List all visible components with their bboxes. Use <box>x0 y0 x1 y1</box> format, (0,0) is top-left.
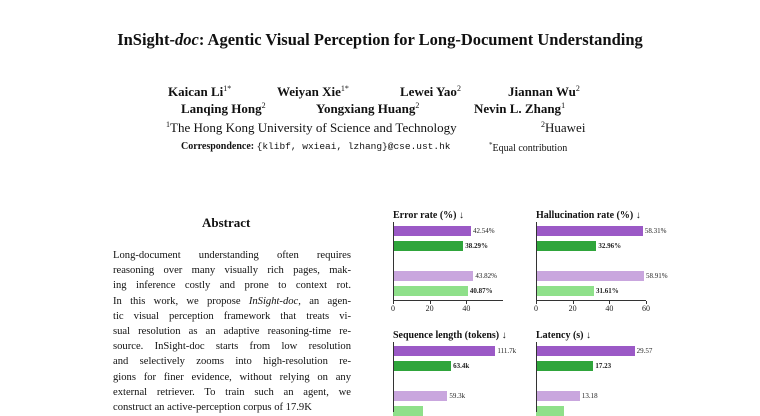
title-prefix: InSight- <box>117 30 175 49</box>
chart-bar <box>393 391 447 401</box>
y-axis-line <box>393 222 394 301</box>
abstract-line: source. InSight-doc starts from low resolution <box>113 341 351 353</box>
chart-bar <box>393 286 468 296</box>
author-name: Weiyan Xie <box>277 84 341 99</box>
chart-title: Latency (s) ↓ <box>536 330 591 341</box>
chart-bar <box>536 406 564 416</box>
author <box>508 84 580 100</box>
author-name: Lanqing Hong <box>181 101 262 116</box>
bar-value-label: 42.54% <box>472 227 495 235</box>
chart-bar <box>393 361 451 371</box>
bar-value-label: 58.91% <box>646 272 668 280</box>
x-tick-label: 40 <box>462 304 471 313</box>
affiliation-2 <box>541 120 585 136</box>
bar-value-label: 31.61% <box>595 287 619 295</box>
bar-value-label: 58.31% <box>644 227 667 235</box>
abstract-line: ing inference costly and prone to context rot. <box>113 280 351 292</box>
y-axis-line <box>536 342 537 412</box>
chart-bar <box>536 361 593 371</box>
author <box>277 84 349 100</box>
correspondence <box>181 141 450 152</box>
x-axis-line <box>536 300 646 301</box>
chart-bar <box>393 271 473 281</box>
chart-bar <box>536 391 580 401</box>
affiliation-sup: 2 <box>541 120 545 129</box>
author-name: Yongxiang Huang <box>316 101 416 116</box>
abstract-heading: Abstract <box>202 215 251 230</box>
abstract-line: gions for finer evidence, without relying on any <box>113 371 351 383</box>
chart-bar <box>536 271 644 281</box>
chart-bar <box>393 406 423 416</box>
x-tick-label: 40 <box>605 304 614 313</box>
abstract-line: In this work, we propose InSight-doc, an agen- <box>113 295 351 307</box>
x-tick-label: 20 <box>425 304 434 313</box>
author <box>474 101 565 117</box>
x-axis-line <box>393 300 503 301</box>
affiliation-sup: 1 <box>166 120 170 129</box>
equal-contribution-note <box>489 141 567 154</box>
author-sup: 1* <box>340 84 349 93</box>
chart-bar <box>393 226 471 236</box>
y-axis-line <box>393 342 394 412</box>
chart-error-rate <box>393 210 528 320</box>
abstract-line: reasoning over many visually rich pages, mak- <box>113 265 351 277</box>
bar-value-label: 59.3k <box>449 392 466 400</box>
author <box>400 84 461 100</box>
abstract-italic: InSight-doc <box>248 295 299 307</box>
title-italic: doc <box>174 30 199 49</box>
author <box>316 101 419 117</box>
author-name: Kaican Li <box>168 84 224 99</box>
author-sup: 1 <box>561 101 566 110</box>
bar-value-label: 13.18 <box>581 392 598 400</box>
author-sup: 2 <box>575 84 580 93</box>
bar-value-label: 17.23 <box>595 362 612 370</box>
abstract-line: construct an active-perception corpus of 17.9K <box>113 402 312 414</box>
author-sup: 2 <box>415 101 420 110</box>
chart-bar <box>536 346 635 356</box>
author <box>168 84 231 100</box>
equal-contribution-text: Equal contribution <box>492 143 568 154</box>
abstract-line: Long-document understanding often requires <box>113 250 351 261</box>
chart-bar <box>536 286 594 296</box>
bar-value-label: 32.96% <box>598 242 622 250</box>
chart-hallucination-rate <box>536 210 671 320</box>
bar-value-label: 38.29% <box>465 242 488 250</box>
author-name: Lewei Yao <box>400 84 457 99</box>
correspondence-email[interactable]: {klibf, wxieai, lzhang}@cse.ust.hk <box>256 141 451 152</box>
chart-title: Error rate (%) ↓ <box>393 210 464 221</box>
bar-value-label: 40.87% <box>469 287 493 295</box>
bar-value-label: 29.57 <box>636 347 653 355</box>
abstract-line: and selectively zooms into high-resolution re- <box>113 356 351 368</box>
abstract-body <box>113 248 351 415</box>
author-sup: 2 <box>261 101 266 110</box>
bar-value-label: 63.4k <box>453 362 470 370</box>
author <box>181 101 266 117</box>
chart-latency <box>536 330 671 410</box>
correspondence-label: Correspondence: <box>181 141 255 152</box>
abstract-line: external retriever. To train such an agent, we <box>113 386 351 398</box>
x-tick-label: 60 <box>642 304 650 313</box>
chart-sequence-length <box>393 330 528 410</box>
bar-value-label: 43.82% <box>475 272 497 280</box>
bar-value-label: 111.7k <box>497 347 517 355</box>
paper-title <box>0 30 760 50</box>
author-sup: 2 <box>456 84 461 93</box>
author-sup: 1* <box>223 84 232 93</box>
chart-bar <box>393 346 495 356</box>
chart-title: Hallucination rate (%) ↓ <box>536 210 641 221</box>
abstract-line: sual resolution as an adaptive reasoning-time re- <box>113 326 351 338</box>
affiliation-1 <box>166 120 457 136</box>
x-tick-label: 20 <box>568 304 577 313</box>
chart-bar <box>536 226 643 236</box>
chart-bar <box>393 241 463 251</box>
affiliation-text: The Hong Kong University of Science and Technology <box>170 120 457 135</box>
abstract-line: tic visual perception framework that treats vi- <box>113 310 351 322</box>
chart-bar <box>536 241 596 251</box>
x-tick-label: 0 <box>534 304 538 313</box>
author-name: Jiannan Wu <box>508 84 576 99</box>
chart-title: Sequence length (tokens) ↓ <box>393 330 507 341</box>
y-axis-line <box>536 222 537 301</box>
title-rest: : Agentic Visual Perception for Long-Document Understanding <box>198 30 643 49</box>
equal-mark: * <box>489 141 493 149</box>
affiliation-text: Huawei <box>545 120 586 135</box>
x-tick-label: 0 <box>391 304 395 313</box>
author-name: Nevin L. Zhang <box>474 101 562 116</box>
